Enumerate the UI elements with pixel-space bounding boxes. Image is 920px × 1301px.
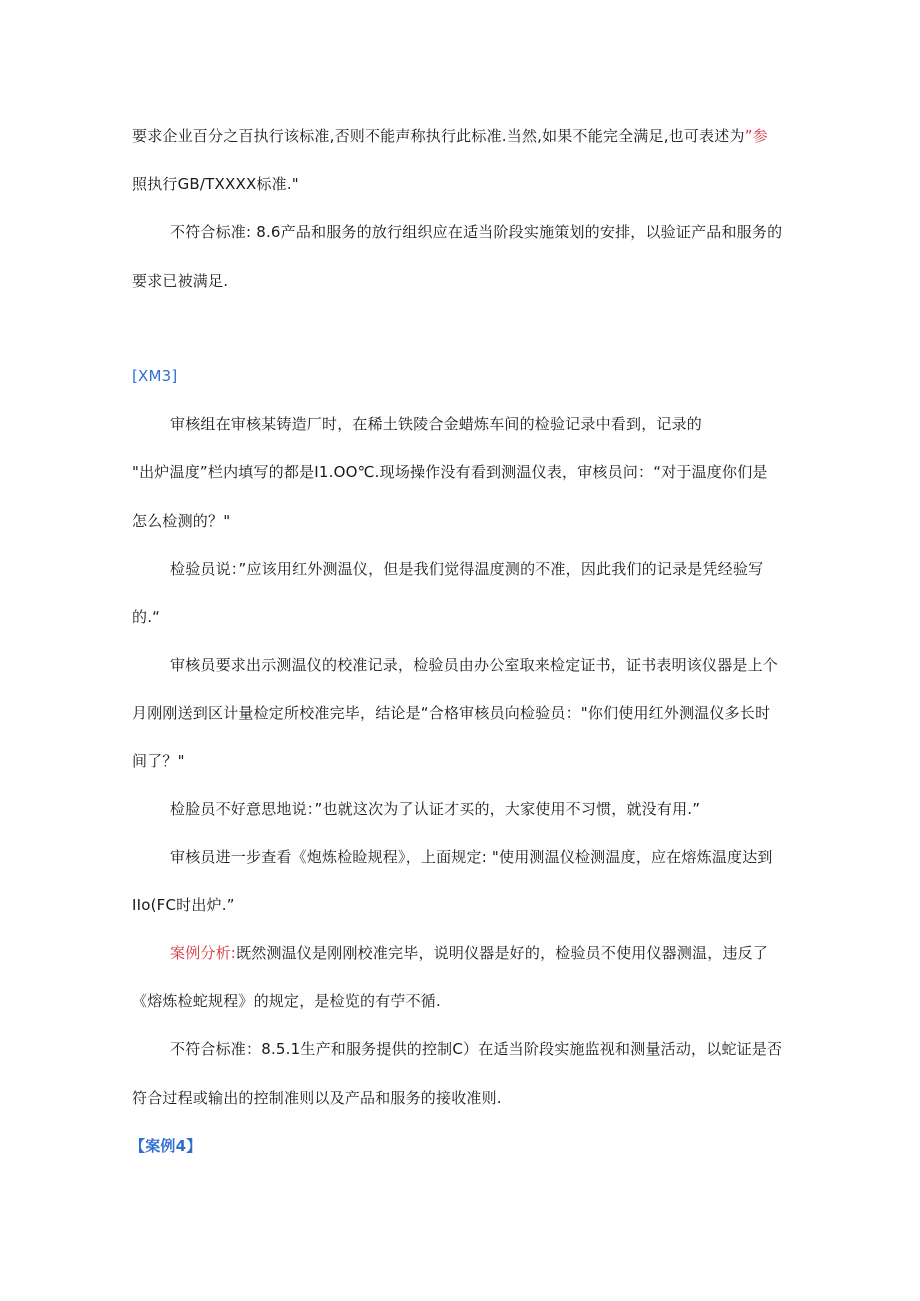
paragraph-7-line-1: 审核员进一步查看《炮炼检睑规程》，上面规定: "使用测温仪检测温度，应在熔炼温度达到	[170, 848, 773, 866]
paragraph-1-line-2: 照执行GB/TXXXX标准."	[132, 175, 299, 193]
case-analysis-label: 案例分析:	[170, 944, 237, 962]
paragraph-9-line-1: 不符合标准：8.5.1生产和服务提供的控制C）在适当阶段实施监视和测量活动，以蛇证是否	[170, 1040, 783, 1058]
paragraph-1-line-1	[132, 126, 768, 146]
paragraph-5-line-1: 审核员要求出示测温仪的校准记录，检验员由办公室取来检定证书，证书表明该仪器是上个	[170, 656, 779, 674]
paragraph-7-line-2: IIo(FC时出炉.”	[132, 896, 235, 914]
paragraph-6-line-1: 检脸员不好意思地说：”也就这次为了认证才买的，大家使用不习惯，就没有用.”	[170, 800, 701, 818]
paragraph-8-line-2: 《熔炼检蛇规程》的规定，是检览的有苧不循.	[132, 992, 441, 1010]
paragraph-2-line-2: 要求已被满足.	[132, 272, 229, 290]
section-heading-xm3: [XM3]	[132, 367, 178, 385]
paragraph-3-line-1: 审核组在审核某铸造厂时，在稀土铁陵合金蜡炼车间的检验记录中看到，记录的	[170, 415, 703, 433]
case-analysis-text: 既然测温仪是刚刚校准完毕，说明仪器是好的，检验员不使用仪器测温，违反了	[236, 944, 769, 962]
paragraph-2-line-1: 不符合标准: 8.6产品和服务的放行组织应在适当阶段实施策划的安排，以验证产品和服务的	[170, 223, 783, 241]
paragraph-4-line-1: 检验员说：”应该用红外测温仪，但是我们觉得温度测的不准，因此我们的记录是凭经验写	[170, 560, 764, 578]
paragraph-3-line-2: "出炉温度”栏内填写的都是I1.OO℃.现场操作没有看到测温仪表，审核员问：“对于温度你们是	[132, 463, 768, 481]
paragraph-4-line-2: 的.“	[132, 608, 161, 626]
paragraph-5-line-3: 间了？"	[132, 752, 185, 770]
paragraph-3-line-3: 怎么检测的？"	[132, 512, 231, 530]
paragraph-8-line-1	[170, 943, 768, 963]
paragraph-5-line-2: 月刚刚送到区计量检定所校准完毕，结论是“合格审核员向检验员："你们使用红外测温仪多长时	[132, 704, 771, 722]
paragraph-1-line-1-text: 要求企业百分之百执行该标准,否则不能声称执行此标准.当然,如果不能完全满足,也可表述为	[132, 127, 745, 145]
section-heading-case-4: 【案例4】	[130, 1137, 202, 1155]
paragraph-1-red-quote: ”参	[744, 127, 768, 145]
paragraph-9-line-2: 符合过程或输出的控制准则以及产品和服务的接收准则.	[132, 1089, 502, 1107]
